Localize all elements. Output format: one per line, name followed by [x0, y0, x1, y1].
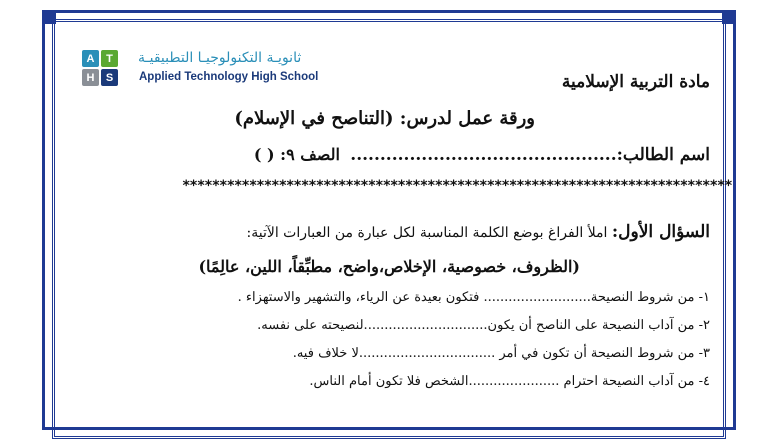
logo-tile-a: A	[82, 50, 99, 67]
word-bank: (الظروف، خصوصية، الإخلاص،واضح، مطبِّقاً، اللين، عالِمًا)	[198, 257, 580, 276]
border-corner-top-left	[42, 10, 56, 24]
question-item-2: ٢- من آداب النصيحة على الناصح أن يكون..............................لنصيحته على نفسه.	[257, 318, 710, 333]
question-item-3: ٣- من شروط النصيحة أن تكون في أمر .................................لا خلاف فيه.	[292, 346, 710, 361]
student-name-field[interactable]: اسم الطالب:.............................................	[350, 145, 710, 165]
school-logo	[82, 50, 319, 90]
question-1-label: السؤال الأول:	[611, 222, 710, 242]
question-item-4: ٤- من آداب النصيحة احترام ......................الشخص فلا تكون أمام الناس.	[309, 374, 710, 389]
logo-english-name: Applied Technology High School	[139, 71, 319, 83]
star-divider: **************************************************************************	[182, 178, 732, 194]
logo-tile-s: S	[101, 69, 118, 86]
border-corner-top-right	[722, 10, 736, 24]
question-1-heading	[247, 222, 711, 242]
logo-tile-h: H	[82, 69, 99, 86]
grade-field[interactable]: الصف ٩: ( )	[253, 145, 340, 164]
logo-arabic-name: ثانويـة التكنولوجيـا التطبيقيـة	[138, 50, 302, 66]
question-1-instruction: املأ الفراغ بوضع الكلمة المناسبة لكل عبارة من العبارات الآتية:	[246, 225, 608, 241]
logo-tile-t: T	[101, 50, 118, 67]
subject-heading: مادة التربية الإسلامية	[561, 72, 710, 92]
worksheet-title: ورقة عمل لدرس: (التناصح في الإسلام)	[234, 108, 535, 129]
question-item-1: ١- من شروط النصيحة.......................... فتكون بعيدة عن الرياء، والتشهير والاستهزاء .	[237, 290, 710, 305]
